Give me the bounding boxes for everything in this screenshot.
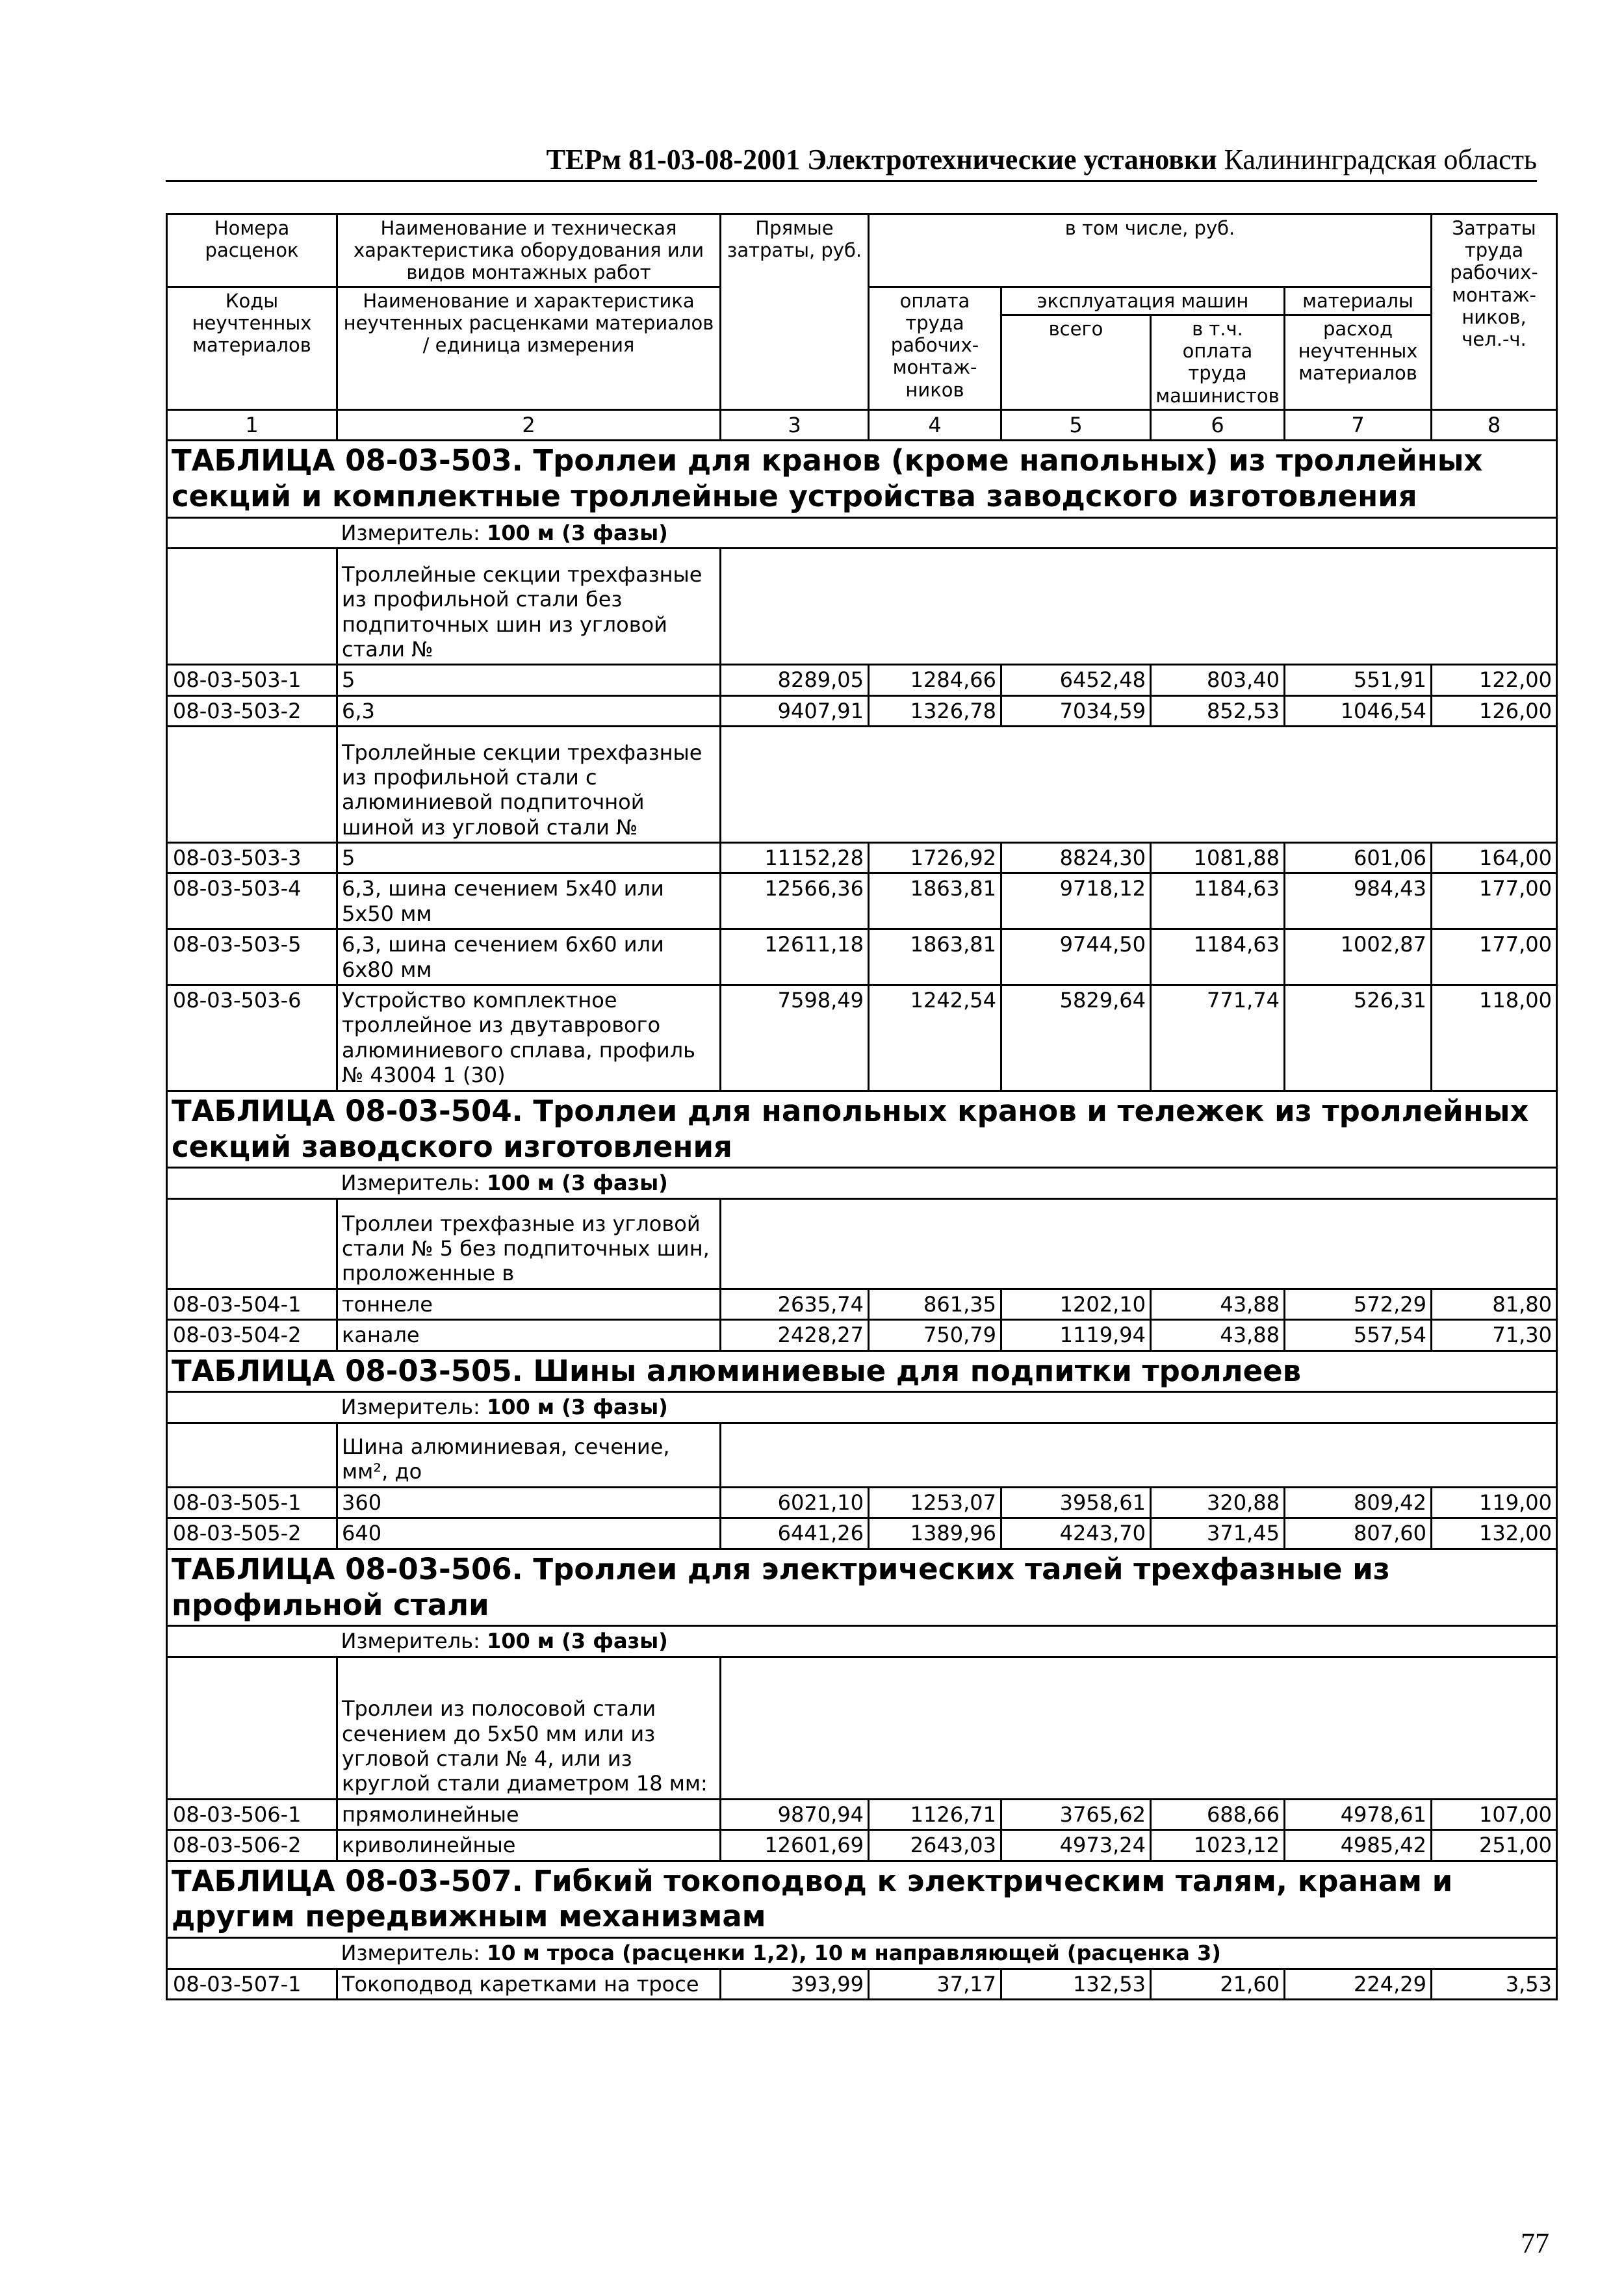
labor-pay: 37,17	[869, 1969, 1001, 1999]
section-08-03-506	[167, 1549, 1557, 1861]
section-caption	[167, 1549, 1557, 1626]
direct-cost: 2428,27	[721, 1320, 869, 1350]
page-number: 77	[1521, 2227, 1549, 2259]
section-caption	[167, 441, 1557, 518]
labor-hours: 119,00	[1432, 1487, 1557, 1518]
labor-hours: 107,00	[1432, 1799, 1557, 1829]
col-header-group-machines: эксплуатация машин	[1001, 287, 1285, 315]
rate-code: 08-03-506-2	[167, 1830, 337, 1861]
direct-cost: 6021,10	[721, 1487, 869, 1518]
section-08-03-507	[167, 1861, 1557, 2000]
col-header-materials-use: расход неучтенных материалов	[1285, 315, 1432, 409]
table-row	[167, 1799, 1557, 1829]
rate-name: тоннеле	[337, 1289, 721, 1319]
direct-cost: 12611,18	[721, 929, 869, 985]
table-row	[167, 873, 1557, 929]
measure-value: 100 м (3 фазы)	[486, 1629, 668, 1654]
rate-code: 08-03-504-1	[167, 1289, 337, 1319]
col-number: 3	[721, 409, 869, 440]
direct-cost: 8289,05	[721, 665, 869, 695]
rate-code: 08-03-505-2	[167, 1518, 337, 1549]
table-row	[167, 695, 1557, 726]
group-description: Шина алюминиевая, сечение, мм², до	[337, 1423, 721, 1487]
rate-name: 6,3, шина сечением 5х40 или 5х50 мм	[337, 873, 721, 929]
materials-cost: 557,54	[1285, 1320, 1432, 1350]
measure-line	[337, 1168, 1557, 1198]
direct-cost: 6441,26	[721, 1518, 869, 1549]
measure-label: Измеритель:	[341, 520, 480, 545]
table-row	[167, 1320, 1557, 1350]
col-header-labor-hours: Затраты труда рабочих-монтаж-ников, чел.-ч.	[1432, 214, 1557, 410]
table-row	[167, 843, 1557, 873]
labor-hours: 122,00	[1432, 665, 1557, 695]
col-header-name: Наименование и техническая характеристика оборудования или видов монтажных работ	[337, 214, 721, 287]
materials-cost: 601,06	[1285, 843, 1432, 873]
measure-value: 100 м (3 фазы)	[486, 520, 668, 545]
group-description: Троллейные секции трехфазные из профильной стали без подпиточных шин из угловой стали №	[337, 549, 721, 665]
materials-cost: 224,29	[1285, 1969, 1432, 1999]
rate-name: 5	[337, 843, 721, 873]
section-title: Троллеи для напольных кранов и тележек из троллейных секций заводского изготовления	[172, 1093, 1529, 1164]
materials-cost: 4985,42	[1285, 1830, 1432, 1861]
labor-hours: 118,00	[1432, 985, 1557, 1091]
labor-hours: 71,30	[1432, 1320, 1557, 1350]
section-label: ТАБЛИЦА 08-03-505.	[172, 1353, 523, 1388]
col-number: 8	[1432, 409, 1557, 440]
operators-pay: 320,88	[1151, 1487, 1285, 1518]
operators-pay: 1023,12	[1151, 1830, 1285, 1861]
table-row	[167, 1969, 1557, 1999]
operators-pay: 852,53	[1151, 695, 1285, 726]
machines-total: 1202,10	[1001, 1289, 1151, 1319]
section-title: Шины алюминиевые для подпитки троллеев	[533, 1353, 1302, 1388]
rate-name: криволинейные	[337, 1830, 721, 1861]
rate-code: 08-03-503-6	[167, 985, 337, 1091]
operators-pay: 21,60	[1151, 1969, 1285, 1999]
col-number: 7	[1285, 409, 1432, 440]
section-label: ТАБЛИЦА 08-03-503.	[172, 443, 523, 478]
rate-code: 08-03-507-1	[167, 1969, 337, 1999]
col-header-labor-pay: оплата труда рабочих-монтаж-ников	[869, 287, 1001, 409]
measure-line	[337, 1626, 1557, 1657]
direct-cost: 12566,36	[721, 873, 869, 929]
labor-pay: 1389,96	[869, 1518, 1001, 1549]
measure-label: Измеритель:	[341, 1941, 480, 1966]
materials-cost: 984,43	[1285, 873, 1432, 929]
running-header-region: Калининградская область	[1224, 144, 1537, 175]
direct-cost: 12601,69	[721, 1830, 869, 1861]
section-caption	[167, 1861, 1557, 1938]
rates-table	[166, 213, 1558, 2000]
group-description: Троллейные секции трехфазные из профильной стали с алюминиевой подпиточной шиной из угловой стали №	[337, 727, 721, 843]
operators-pay: 43,88	[1151, 1289, 1285, 1319]
labor-hours: 177,00	[1432, 929, 1557, 985]
running-header-bold: ТЕРм 81-03-08-2001 Электротехнические установки	[546, 144, 1217, 175]
rate-code: 08-03-503-4	[167, 873, 337, 929]
materials-cost: 526,31	[1285, 985, 1432, 1091]
machines-total: 4243,70	[1001, 1518, 1151, 1549]
section-label: ТАБЛИЦА 08-03-506.	[172, 1551, 523, 1586]
labor-pay: 1326,78	[869, 695, 1001, 726]
labor-pay: 1126,71	[869, 1799, 1001, 1829]
machines-total: 5829,64	[1001, 985, 1151, 1091]
operators-pay: 688,66	[1151, 1799, 1285, 1829]
section-08-03-504	[167, 1091, 1557, 1350]
labor-hours: 81,80	[1432, 1289, 1557, 1319]
labor-pay: 750,79	[869, 1320, 1001, 1350]
measure-label: Измеритель:	[341, 1395, 480, 1420]
measure-value: 100 м (3 фазы)	[486, 1170, 668, 1196]
labor-hours: 132,00	[1432, 1518, 1557, 1549]
materials-cost: 551,91	[1285, 665, 1432, 695]
machines-total: 3958,61	[1001, 1487, 1151, 1518]
materials-cost: 809,42	[1285, 1487, 1432, 1518]
rate-code: 08-03-503-3	[167, 843, 337, 873]
rate-name: 6,3	[337, 695, 721, 726]
col-number: 6	[1151, 409, 1285, 440]
labor-pay: 861,35	[869, 1289, 1001, 1319]
rate-code: 08-03-503-2	[167, 695, 337, 726]
materials-cost: 1002,87	[1285, 929, 1432, 985]
rate-name: 5	[337, 665, 721, 695]
running-header	[166, 143, 1537, 182]
measure-line	[337, 517, 1557, 548]
section-title: Гибкий токоподвод к электрическим талям, кранам и другим передвижным механизмам	[172, 1863, 1453, 1934]
machines-total: 9718,12	[1001, 873, 1151, 929]
rate-code: 08-03-503-5	[167, 929, 337, 985]
materials-cost: 4978,61	[1285, 1799, 1432, 1829]
table-row	[167, 1289, 1557, 1319]
col-header-material-name: Наименование и характеристика неучтенных расценками материалов / единица измерения	[337, 287, 721, 409]
col-header-operators-pay: в т.ч. оплата труда машинистов	[1151, 315, 1285, 409]
col-header-group-materials: материалы	[1285, 287, 1432, 315]
operators-pay: 1184,63	[1151, 929, 1285, 985]
col-number: 4	[869, 409, 1001, 440]
machines-total: 8824,30	[1001, 843, 1151, 873]
rate-name: прямолинейные	[337, 1799, 721, 1829]
rate-name: канале	[337, 1320, 721, 1350]
table-row	[167, 1830, 1557, 1861]
col-number: 2	[337, 409, 721, 440]
operators-pay: 803,40	[1151, 665, 1285, 695]
rate-code: 08-03-503-1	[167, 665, 337, 695]
labor-pay: 1863,81	[869, 873, 1001, 929]
measure-value: 10 м троса (расценки 1,2), 10 м направляющей (расценка 3)	[486, 1941, 1221, 1966]
section-title: Троллеи для электрических талей трехфазные из профильной стали	[172, 1551, 1390, 1622]
measure-label: Измеритель:	[341, 1629, 480, 1654]
table-row	[167, 985, 1557, 1091]
measure-label: Измеритель:	[341, 1170, 480, 1196]
rate-code: 08-03-504-2	[167, 1320, 337, 1350]
table-row	[167, 1518, 1557, 1549]
table-row	[167, 929, 1557, 985]
col-header-direct-costs: Прямые затраты, руб.	[721, 214, 869, 410]
operators-pay: 1081,88	[1151, 843, 1285, 873]
direct-cost: 2635,74	[721, 1289, 869, 1319]
section-08-03-505	[167, 1350, 1557, 1549]
labor-pay: 1726,92	[869, 843, 1001, 873]
operators-pay: 1184,63	[1151, 873, 1285, 929]
labor-hours: 177,00	[1432, 873, 1557, 929]
rate-name: 640	[337, 1518, 721, 1549]
machines-total: 4973,24	[1001, 1830, 1151, 1861]
labor-pay: 1253,07	[869, 1487, 1001, 1518]
machines-total: 9744,50	[1001, 929, 1151, 985]
operators-pay: 371,45	[1151, 1518, 1285, 1549]
measure-line	[337, 1938, 1557, 1969]
labor-pay: 2643,03	[869, 1830, 1001, 1861]
group-description: Троллеи из полосовой стали сечением до 5х50 мм или из угловой стали № 4, или из круглой стали диаметром 18 мм:	[337, 1657, 721, 1799]
labor-pay: 1284,66	[869, 665, 1001, 695]
materials-cost: 1046,54	[1285, 695, 1432, 726]
labor-pay: 1863,81	[869, 929, 1001, 985]
rate-name: 360	[337, 1487, 721, 1518]
direct-cost: 7598,49	[721, 985, 869, 1091]
table-row	[167, 1487, 1557, 1518]
materials-cost: 807,60	[1285, 1518, 1432, 1549]
operators-pay: 771,74	[1151, 985, 1285, 1091]
section-08-03-503	[167, 441, 1557, 1091]
section-caption	[167, 1091, 1557, 1168]
measure-value: 100 м (3 фазы)	[486, 1395, 668, 1420]
col-header-rate-numbers: Номера расценок	[167, 214, 337, 287]
labor-hours: 164,00	[1432, 843, 1557, 873]
rate-name: Устройство комплектное троллейное из двутаврового алюминиевого сплава, профиль № 43004 1 (30)	[337, 985, 721, 1091]
table-row	[167, 665, 1557, 695]
measure-line	[337, 1392, 1557, 1423]
direct-cost: 9870,94	[721, 1799, 869, 1829]
machines-total: 6452,48	[1001, 665, 1151, 695]
machines-total: 1119,94	[1001, 1320, 1151, 1350]
labor-hours: 3,53	[1432, 1969, 1557, 1999]
direct-cost: 11152,28	[721, 843, 869, 873]
labor-hours: 251,00	[1432, 1830, 1557, 1861]
materials-cost: 572,29	[1285, 1289, 1432, 1319]
rate-code: 08-03-505-1	[167, 1487, 337, 1518]
col-header-material-codes: Коды неучтенных материалов	[167, 287, 337, 409]
group-description: Троллеи трехфазные из угловой стали № 5 без подпиточных шин, проложенные в	[337, 1198, 721, 1289]
col-number: 5	[1001, 409, 1151, 440]
rate-name: Токоподвод каретками на тросе	[337, 1969, 721, 1999]
machines-total: 3765,62	[1001, 1799, 1151, 1829]
rate-code: 08-03-506-1	[167, 1799, 337, 1829]
direct-cost: 393,99	[721, 1969, 869, 1999]
col-header-machines-total: всего	[1001, 315, 1151, 409]
machines-total: 132,53	[1001, 1969, 1151, 1999]
col-number: 1	[167, 409, 337, 440]
machines-total: 7034,59	[1001, 695, 1151, 726]
labor-hours: 126,00	[1432, 695, 1557, 726]
rate-name: 6,3, шина сечением 6х60 или 6х80 мм	[337, 929, 721, 985]
section-label: ТАБЛИЦА 08-03-507.	[172, 1863, 523, 1898]
operators-pay: 43,88	[1151, 1320, 1285, 1350]
section-caption	[167, 1350, 1557, 1392]
section-title: Троллеи для кранов (кроме напольных) из троллейных секций и комплектные троллейные устройства заводского изготовления	[172, 443, 1483, 514]
labor-pay: 1242,54	[869, 985, 1001, 1091]
direct-cost: 9407,91	[721, 695, 869, 726]
col-header-group-including: в том числе, руб.	[869, 214, 1432, 287]
section-label: ТАБЛИЦА 08-03-504.	[172, 1093, 523, 1128]
